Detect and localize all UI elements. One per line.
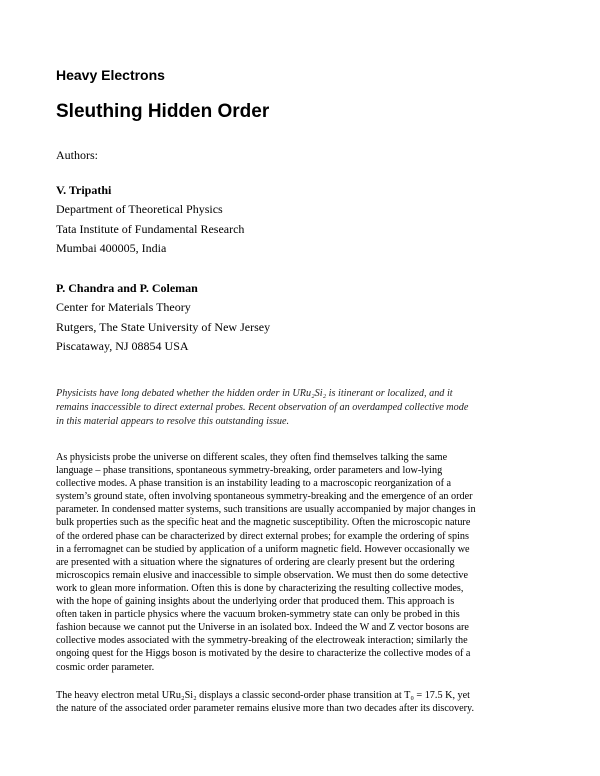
body-line: fashion because we cannot put the Universe in an isolated box. Indeed the W and Z vector bosons are — [56, 622, 469, 634]
affiliation-line: Mumbai 400005, India — [56, 241, 167, 256]
body-line: are presented with a situation where the signatures of ordering are clearly present but the ordering — [56, 556, 455, 568]
body-line: of the ordered phase can be characterized by direct external probes; for example the ordering of spins — [56, 530, 469, 542]
affiliation-line: Rutgers, The State University of New Jersey — [56, 319, 271, 334]
affiliation-line: Tata Institute of Fundamental Research — [56, 221, 245, 236]
author-block-1 — [56, 181, 244, 259]
body-line: with the hope of gaining insights about the underlying order that produced them. This approach is — [56, 596, 455, 608]
body-line: collective modes. A phase transition is an instability leading to a macroscopic reorganization of a — [56, 478, 452, 490]
body-line: work to glean more information. Often this is done by characterizing the resulting collective modes, — [56, 582, 464, 594]
abstract-line: in this material appears to resolve this outstanding issue. — [56, 416, 290, 428]
body-line: system’s ground state, often involving spontaneous symmetry-breaking and the emergence of an order — [56, 491, 473, 503]
body-line: collective modes associated with the symmetry-breaking of the electroweak interaction; similarly the — [56, 635, 468, 647]
author-name: P. Chandra and P. Coleman — [56, 281, 198, 295]
body-line: ongoing quest for the Higgs boson is motivated by the desire to characterize the collective modes of a — [56, 648, 471, 660]
affiliation-line: Department of Theoretical Physics — [56, 202, 223, 217]
body-line: the nature of the associated order parameter remains elusive more than two decades after its discovery. — [56, 703, 474, 715]
body-line: parameter. In condensed matter systems, such transitions are usually accompanied by major changes in — [56, 504, 476, 516]
abstract-line: remains inaccessible to direct external probes. Recent observation of an overdamped collective mode — [56, 402, 469, 414]
body-paragraph-2 — [56, 689, 548, 715]
article-title: Sleuthing Hidden Order — [56, 101, 270, 122]
body-line: language – phase transitions, spontaneous symmetry-breaking, order parameters and low-lying — [56, 465, 443, 477]
body-line: As physicists probe the universe on different scales, they often find themselves talking the same — [56, 452, 448, 463]
body-line: often taken in particle physics where the vacuum broken-symmetry state can only be probed in this — [56, 609, 460, 621]
author-block-2 — [56, 279, 270, 357]
body-paragraph-1 — [56, 451, 548, 674]
body-line: cosmic order parameter. — [56, 661, 155, 673]
authors-label: Authors: — [56, 148, 98, 162]
affiliation-line: Piscataway, NJ 08854 USA — [56, 339, 189, 354]
body-line: in a ferromagnet can be studied by application of a uniform magnetic field. However occasionally we — [56, 543, 470, 555]
abstract-line: Physicists have long debated whether the hidden order in URu₂Si₂ is itinerant or localized, and it — [56, 388, 453, 399]
section-heading: Heavy Electrons — [56, 67, 165, 83]
body-line: microscopics remain elusive and inaccessible to simple observation. We must then do some detective — [56, 569, 469, 581]
body-line: The heavy electron metal URu₂Si₂ displays a classic second-order phase transition at T₀ = 17.5 K, yet — [56, 690, 470, 701]
affiliation-line: Center for Materials Theory — [56, 300, 191, 315]
author-name: V. Tripathi — [56, 183, 112, 197]
abstract — [56, 387, 548, 429]
body-line: bulk properties such as the specific heat and the magnetic susceptibility. Often the microscopic nature — [56, 517, 471, 529]
